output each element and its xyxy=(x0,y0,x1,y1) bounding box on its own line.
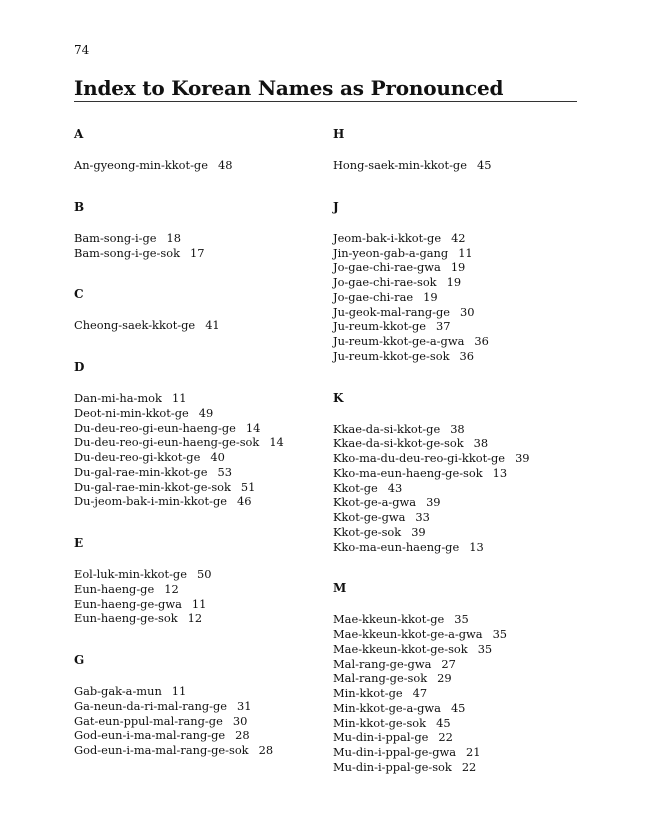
entry-name: Eol-luk-min-kkot-ge xyxy=(74,567,187,581)
entry-name: Kkot-ge xyxy=(333,480,378,495)
index-entry xyxy=(333,642,573,657)
index-entry xyxy=(74,480,314,495)
entry-list xyxy=(74,567,314,626)
entry-name: Eun-haeng-ge-gwa xyxy=(74,596,182,611)
entry-page-number: 19 xyxy=(450,260,466,275)
index-entry xyxy=(333,760,573,775)
entry-page-number: 28 xyxy=(235,728,250,743)
index-entry xyxy=(74,406,314,421)
index-entry xyxy=(74,494,314,509)
index-entry xyxy=(333,451,573,466)
entry-name: Du-gal-rae-min-kkot-ge-sok xyxy=(74,479,231,494)
entry-name: Bam-song-i-ge-sok xyxy=(74,245,180,260)
entry-page-number: 11 xyxy=(458,245,473,260)
index-entry xyxy=(333,466,573,481)
index-entry xyxy=(333,671,573,686)
entry-page-number: 51 xyxy=(240,479,256,494)
index-section xyxy=(333,200,573,364)
index-column-left xyxy=(74,127,314,785)
entry-name: Kkot-ge-sok xyxy=(333,524,402,539)
index-entry xyxy=(333,730,573,745)
index-entry xyxy=(333,612,573,627)
entry-page-number: 41 xyxy=(205,318,220,333)
entry-page-number: 39 xyxy=(426,495,441,510)
entry-page-number: 38 xyxy=(450,421,465,436)
entry-page-number: 42 xyxy=(451,230,466,245)
index-entry xyxy=(333,275,573,290)
index-entry xyxy=(333,158,573,173)
index-column-right xyxy=(333,127,573,802)
entry-list xyxy=(74,158,314,173)
index-entry xyxy=(333,231,573,246)
entry-name: Dan-mi-ha-mok xyxy=(74,391,162,405)
entry-name: Du-deu-reo-gi-eun-haeng-ge-sok xyxy=(74,435,260,450)
index-entry xyxy=(333,540,573,555)
entry-list xyxy=(74,318,314,333)
entry-name: Deot-ni-min-kkot-ge xyxy=(74,405,189,420)
index-entry xyxy=(74,714,314,729)
entry-page-number: 18 xyxy=(166,230,182,245)
entry-name: Mu-din-i-ppal-ge-gwa xyxy=(333,745,457,759)
entry-name: Mal-rang-ge-gwa xyxy=(333,656,432,671)
section-letter: C xyxy=(74,287,84,302)
index-entry xyxy=(333,260,573,275)
entry-page-number: 28 xyxy=(258,743,274,757)
entry-name: Gat-eun-ppul-mal-rang-ge xyxy=(74,713,223,728)
index-entry xyxy=(74,465,314,480)
entry-list xyxy=(333,422,573,555)
entry-name: Du-deu-reo-gi-kkot-ge xyxy=(74,450,201,464)
entry-page-number: 35 xyxy=(454,612,469,627)
index-entry xyxy=(74,318,314,333)
index-entry xyxy=(333,481,573,496)
index-entry xyxy=(333,305,573,320)
index-entry xyxy=(74,421,314,436)
index-entry xyxy=(74,684,314,699)
index-section xyxy=(74,653,314,758)
index-entry xyxy=(74,728,314,743)
entry-name: Jin-yeon-gab-a-gang xyxy=(333,245,449,260)
index-entry xyxy=(74,158,314,173)
entry-page-number: 45 xyxy=(450,700,466,715)
entry-page-number: 39 xyxy=(515,451,530,465)
entry-name: Hong-saek-min-kkot-ge xyxy=(333,158,467,172)
index-entry xyxy=(333,334,573,349)
index-entry xyxy=(74,567,314,582)
entry-page-number: 33 xyxy=(415,510,430,524)
entry-name: Mu-din-i-ppal-ge xyxy=(333,730,429,745)
entry-name: Ju-reum-kkot-ge xyxy=(333,319,427,334)
entry-name: Kkot-ge-a-gwa xyxy=(333,495,417,510)
entry-list xyxy=(74,391,314,509)
entry-page-number: 35 xyxy=(477,641,493,656)
index-entry xyxy=(333,349,573,364)
entry-page-number: 27 xyxy=(441,656,456,671)
entry-name: Jeom-bak-i-kkot-ge xyxy=(333,230,442,245)
section-letter: A xyxy=(74,127,84,141)
index-section xyxy=(333,391,573,555)
entry-name: Min-kkot-ge xyxy=(333,686,403,700)
entry-page-number: 12 xyxy=(164,581,179,596)
index-section xyxy=(333,581,573,774)
index-entry xyxy=(74,582,314,597)
index-entry xyxy=(74,450,314,465)
entry-name: Jo-gae-chi-rae-sok xyxy=(333,275,437,289)
index-entry xyxy=(74,435,314,450)
section-letter: G xyxy=(74,653,85,667)
index-section xyxy=(74,127,314,173)
index-entry xyxy=(333,422,573,437)
entry-page-number: 47 xyxy=(412,686,428,700)
entry-page-number: 21 xyxy=(466,745,481,759)
entry-page-number: 30 xyxy=(232,713,248,728)
entry-page-number: 19 xyxy=(446,275,462,289)
entry-name: Ga-neun-da-ri-mal-rang-ge xyxy=(74,698,228,713)
entry-name: Kko-ma-eun-haeng-ge-sok xyxy=(333,465,483,480)
index-entry xyxy=(74,246,314,261)
entry-name: Ju-geok-mal-rang-ge xyxy=(333,304,451,319)
section-letter: H xyxy=(333,127,345,141)
index-entry xyxy=(74,743,314,758)
entry-name: Kkot-ge-gwa xyxy=(333,510,406,524)
entry-name: God-eun-i-ma-mal-rang-ge-sok xyxy=(74,743,249,757)
index-entry xyxy=(333,246,573,261)
entry-page-number: 29 xyxy=(437,671,452,686)
index-entry xyxy=(74,597,314,612)
entry-name: Eun-haeng-ge-sok xyxy=(74,611,178,626)
entry-page-number: 19 xyxy=(423,289,438,304)
entry-name: Du-gal-rae-min-kkot-ge xyxy=(74,464,208,479)
entry-page-number: 22 xyxy=(461,759,477,774)
entry-page-number: 14 xyxy=(245,420,261,435)
index-entry xyxy=(74,611,314,626)
index-entry xyxy=(74,391,314,406)
entry-name: Mae-kkeun-kkot-ge-sok xyxy=(333,641,468,656)
entry-name: Min-kkot-ge-sok xyxy=(333,715,427,730)
section-letter: B xyxy=(74,199,85,214)
entry-page-number: 22 xyxy=(438,730,453,745)
entry-name: Kkae-da-si-kkot-ge xyxy=(333,421,441,436)
entry-page-number: 53 xyxy=(217,464,232,479)
entry-list xyxy=(333,612,573,774)
index-entry xyxy=(333,319,573,334)
entry-name: Jo-gae-chi-rae-gwa xyxy=(333,260,441,275)
index-entry xyxy=(74,699,314,714)
index-entry xyxy=(74,231,314,246)
index-entry xyxy=(333,495,573,510)
entry-name: Kko-ma-eun-haeng-ge xyxy=(333,539,460,554)
entry-page-number: 36 xyxy=(474,334,489,348)
entry-page-number: 43 xyxy=(387,480,403,495)
entry-name: Mal-rang-ge-sok xyxy=(333,671,428,686)
entry-page-number: 17 xyxy=(189,245,205,260)
index-entry xyxy=(333,290,573,305)
entry-page-number: 49 xyxy=(198,405,214,420)
index-entry xyxy=(333,701,573,716)
entry-page-number: 45 xyxy=(436,715,451,730)
entry-page-number: 13 xyxy=(492,465,508,480)
entry-page-number: 36 xyxy=(459,348,474,363)
entry-name: An-gyeong-min-kkot-ge xyxy=(74,158,208,172)
entry-page-number: 38 xyxy=(473,436,489,451)
page-title: Index to Korean Names as Pronounced xyxy=(74,76,504,100)
entry-page-number: 11 xyxy=(171,684,187,698)
entry-page-number: 46 xyxy=(236,494,252,509)
entry-name: God-eun-i-ma-mal-rang-ge xyxy=(74,728,226,743)
index-section xyxy=(74,536,314,626)
entry-page-number: 12 xyxy=(187,611,203,626)
entry-page-number: 48 xyxy=(217,158,233,172)
entry-name: Ju-reum-kkot-ge-sok xyxy=(333,348,450,363)
entry-name: Eun-haeng-ge xyxy=(74,581,155,596)
index-section xyxy=(74,360,314,509)
entry-page-number: 31 xyxy=(237,698,252,713)
entry-name: Mu-din-i-ppal-ge-sok xyxy=(333,759,452,774)
entry-page-number: 13 xyxy=(469,539,484,554)
index-entry xyxy=(333,510,573,525)
section-letter: M xyxy=(333,581,347,596)
index-section xyxy=(74,287,314,333)
section-letter: J xyxy=(333,199,339,214)
section-letter: E xyxy=(74,536,84,550)
index-entry xyxy=(333,436,573,451)
entry-name: Min-kkot-ge-a-gwa xyxy=(333,700,441,715)
index-entry xyxy=(333,745,573,760)
index-entry xyxy=(333,525,573,540)
section-letter: D xyxy=(74,360,85,374)
entry-page-number: 45 xyxy=(476,158,492,172)
section-letter: K xyxy=(333,390,344,405)
entry-page-number: 14 xyxy=(269,435,284,450)
page-number: 74 xyxy=(74,43,90,57)
index-entry xyxy=(333,627,573,642)
entry-page-number: 35 xyxy=(492,627,508,641)
entry-list xyxy=(333,158,573,173)
title-rule xyxy=(74,101,577,102)
entry-name: Jo-gae-chi-rae xyxy=(333,289,414,304)
entry-page-number: 11 xyxy=(171,391,187,405)
entry-list xyxy=(74,684,314,758)
entry-name: Kko-ma-du-deu-reo-gi-kkot-ge xyxy=(333,451,506,465)
entry-name: Ju-reum-kkot-ge-a-gwa xyxy=(333,334,465,348)
index-section xyxy=(74,200,314,261)
entry-name: Bam-song-i-ge xyxy=(74,230,157,245)
entry-page-number: 30 xyxy=(460,304,475,319)
index-entry xyxy=(333,657,573,672)
entry-name: Mae-kkeun-kkot-ge xyxy=(333,612,445,627)
entry-name: Mae-kkeun-kkot-ge-a-gwa xyxy=(333,627,483,641)
entry-name: Du-deu-reo-gi-eun-haeng-ge xyxy=(74,420,236,435)
entry-name: Kkae-da-si-kkot-ge-sok xyxy=(333,436,464,451)
entry-page-number: 37 xyxy=(436,319,451,334)
entry-page-number: 50 xyxy=(196,567,212,581)
entry-page-number: 39 xyxy=(411,524,426,539)
entry-name: Gab-gak-a-mun xyxy=(74,684,162,698)
entry-name: Cheong-saek-kkot-ge xyxy=(74,318,196,333)
entry-page-number: 40 xyxy=(210,450,225,464)
entry-page-number: 11 xyxy=(191,596,207,611)
index-entry xyxy=(333,686,573,701)
entry-list xyxy=(333,231,573,364)
index-section xyxy=(333,127,573,173)
index-entry xyxy=(333,716,573,731)
entry-name: Du-jeom-bak-i-min-kkot-ge xyxy=(74,494,227,509)
entry-list xyxy=(74,231,314,261)
